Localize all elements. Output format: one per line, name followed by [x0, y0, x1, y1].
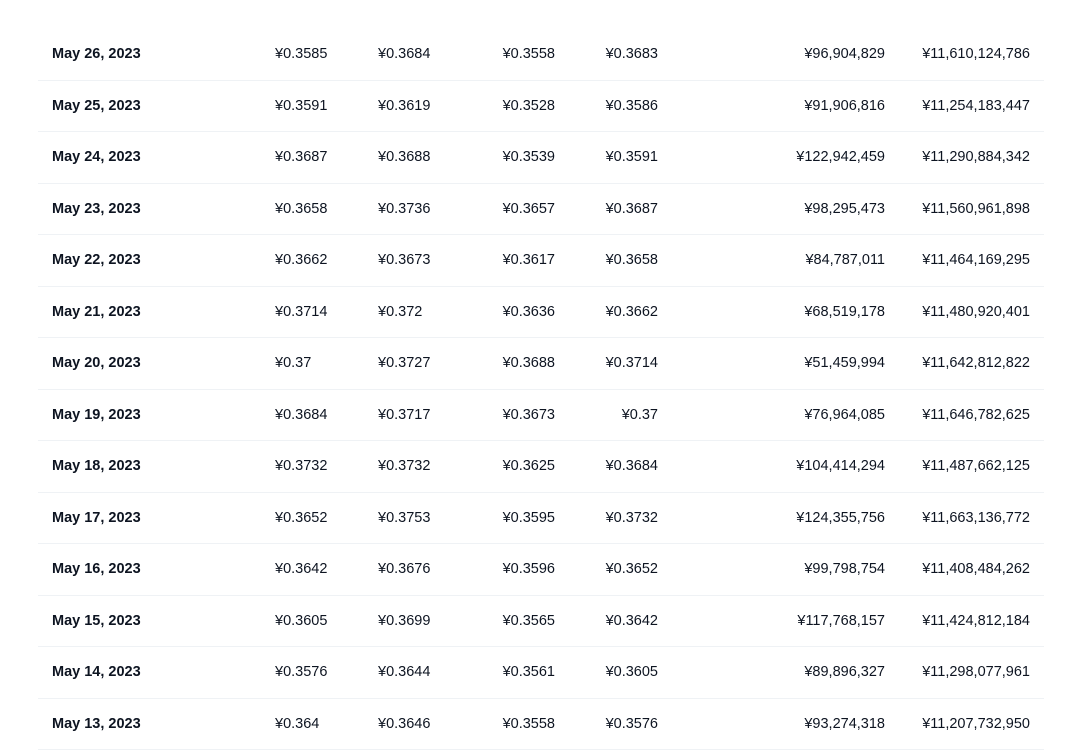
row-close-price: ¥0.3662 [606, 287, 658, 338]
table-row [38, 132, 1044, 184]
row-market-cap: ¥11,642,812,822 [922, 338, 1030, 389]
row-low-price: ¥0.3673 [503, 390, 555, 441]
row-high-price: ¥0.3699 [378, 596, 430, 647]
row-high-price: ¥0.3736 [378, 184, 430, 235]
row-volume: ¥98,295,473 [804, 184, 885, 235]
row-close-price: ¥0.3642 [606, 596, 658, 647]
row-high-price: ¥0.3732 [378, 441, 430, 492]
row-market-cap: ¥11,464,169,295 [922, 235, 1030, 286]
row-volume: ¥122,942,459 [796, 132, 885, 183]
row-low-price: ¥0.3539 [503, 132, 555, 183]
table-row [38, 81, 1044, 133]
table-row [38, 493, 1044, 545]
table-row [38, 699, 1044, 750]
row-date: May 15, 2023 [52, 596, 141, 647]
row-date: May 26, 2023 [52, 29, 141, 80]
row-high-price: ¥0.3619 [378, 81, 430, 132]
table-row [38, 29, 1044, 81]
row-high-price: ¥0.3753 [378, 493, 430, 544]
row-close-price: ¥0.3687 [606, 184, 658, 235]
row-date: May 13, 2023 [52, 699, 141, 750]
row-market-cap: ¥11,408,484,262 [922, 544, 1030, 595]
row-open-price: ¥0.3658 [275, 184, 327, 235]
row-open-price: ¥0.3714 [275, 287, 327, 338]
row-low-price: ¥0.3565 [503, 596, 555, 647]
row-market-cap: ¥11,646,782,625 [922, 390, 1030, 441]
row-market-cap: ¥11,610,124,786 [922, 29, 1030, 80]
row-volume: ¥68,519,178 [804, 287, 885, 338]
row-high-price: ¥0.3673 [378, 235, 430, 286]
row-close-price: ¥0.3586 [606, 81, 658, 132]
row-low-price: ¥0.3636 [503, 287, 555, 338]
row-volume: ¥104,414,294 [796, 441, 885, 492]
row-open-price: ¥0.3684 [275, 390, 327, 441]
row-low-price: ¥0.3528 [503, 81, 555, 132]
table-row [38, 544, 1044, 596]
row-close-price: ¥0.3683 [606, 29, 658, 80]
row-low-price: ¥0.3558 [503, 699, 555, 750]
row-volume: ¥96,904,829 [804, 29, 885, 80]
row-close-price: ¥0.3652 [606, 544, 658, 595]
row-date: May 17, 2023 [52, 493, 141, 544]
row-low-price: ¥0.3558 [503, 29, 555, 80]
row-high-price: ¥0.3646 [378, 699, 430, 750]
table-row [38, 390, 1044, 442]
row-low-price: ¥0.3561 [503, 647, 555, 698]
row-volume: ¥93,274,318 [804, 699, 885, 750]
row-high-price: ¥0.3727 [378, 338, 430, 389]
row-close-price: ¥0.3576 [606, 699, 658, 750]
row-low-price: ¥0.3688 [503, 338, 555, 389]
row-low-price: ¥0.3625 [503, 441, 555, 492]
table-row [38, 287, 1044, 339]
row-high-price: ¥0.3684 [378, 29, 430, 80]
row-date: May 22, 2023 [52, 235, 141, 286]
row-low-price: ¥0.3595 [503, 493, 555, 544]
row-date: May 25, 2023 [52, 81, 141, 132]
table-row [38, 596, 1044, 648]
historical-data-table [38, 29, 1044, 750]
row-open-price: ¥0.37 [275, 338, 311, 389]
row-open-price: ¥0.3605 [275, 596, 327, 647]
row-date: May 16, 2023 [52, 544, 141, 595]
row-date: May 24, 2023 [52, 132, 141, 183]
row-open-price: ¥0.3642 [275, 544, 327, 595]
table-row [38, 441, 1044, 493]
row-open-price: ¥0.3652 [275, 493, 327, 544]
table-row [38, 235, 1044, 287]
row-open-price: ¥0.3585 [275, 29, 327, 80]
row-market-cap: ¥11,254,183,447 [922, 81, 1030, 132]
row-open-price: ¥0.3591 [275, 81, 327, 132]
row-volume: ¥99,798,754 [804, 544, 885, 595]
row-low-price: ¥0.3596 [503, 544, 555, 595]
row-market-cap: ¥11,424,812,184 [922, 596, 1030, 647]
table-row [38, 184, 1044, 236]
row-volume: ¥89,896,327 [804, 647, 885, 698]
row-open-price: ¥0.3662 [275, 235, 327, 286]
row-high-price: ¥0.3717 [378, 390, 430, 441]
row-volume: ¥76,964,085 [804, 390, 885, 441]
table-row [38, 647, 1044, 699]
row-close-price: ¥0.3605 [606, 647, 658, 698]
row-date: May 18, 2023 [52, 441, 141, 492]
row-low-price: ¥0.3617 [503, 235, 555, 286]
row-open-price: ¥0.3732 [275, 441, 327, 492]
row-high-price: ¥0.3688 [378, 132, 430, 183]
row-close-price: ¥0.3714 [606, 338, 658, 389]
row-volume: ¥124,355,756 [796, 493, 885, 544]
row-market-cap: ¥11,487,662,125 [922, 441, 1030, 492]
row-volume: ¥91,906,816 [804, 81, 885, 132]
row-close-price: ¥0.3684 [606, 441, 658, 492]
row-open-price: ¥0.364 [275, 699, 319, 750]
row-close-price: ¥0.3732 [606, 493, 658, 544]
row-market-cap: ¥11,560,961,898 [922, 184, 1030, 235]
row-high-price: ¥0.3644 [378, 647, 430, 698]
row-close-price: ¥0.3591 [606, 132, 658, 183]
row-high-price: ¥0.3676 [378, 544, 430, 595]
row-close-price: ¥0.37 [622, 390, 658, 441]
row-close-price: ¥0.3658 [606, 235, 658, 286]
row-low-price: ¥0.3657 [503, 184, 555, 235]
row-market-cap: ¥11,480,920,401 [922, 287, 1030, 338]
row-open-price: ¥0.3687 [275, 132, 327, 183]
row-high-price: ¥0.372 [378, 287, 422, 338]
row-market-cap: ¥11,298,077,961 [922, 647, 1030, 698]
row-date: May 23, 2023 [52, 184, 141, 235]
row-date: May 20, 2023 [52, 338, 141, 389]
row-volume: ¥117,768,157 [797, 596, 885, 647]
row-date: May 21, 2023 [52, 287, 141, 338]
row-volume: ¥84,787,011 [805, 235, 885, 286]
row-market-cap: ¥11,663,136,772 [922, 493, 1030, 544]
table-row [38, 338, 1044, 390]
row-volume: ¥51,459,994 [804, 338, 885, 389]
row-market-cap: ¥11,207,732,950 [922, 699, 1030, 750]
row-date: May 19, 2023 [52, 390, 141, 441]
row-market-cap: ¥11,290,884,342 [922, 132, 1030, 183]
row-open-price: ¥0.3576 [275, 647, 327, 698]
row-date: May 14, 2023 [52, 647, 141, 698]
